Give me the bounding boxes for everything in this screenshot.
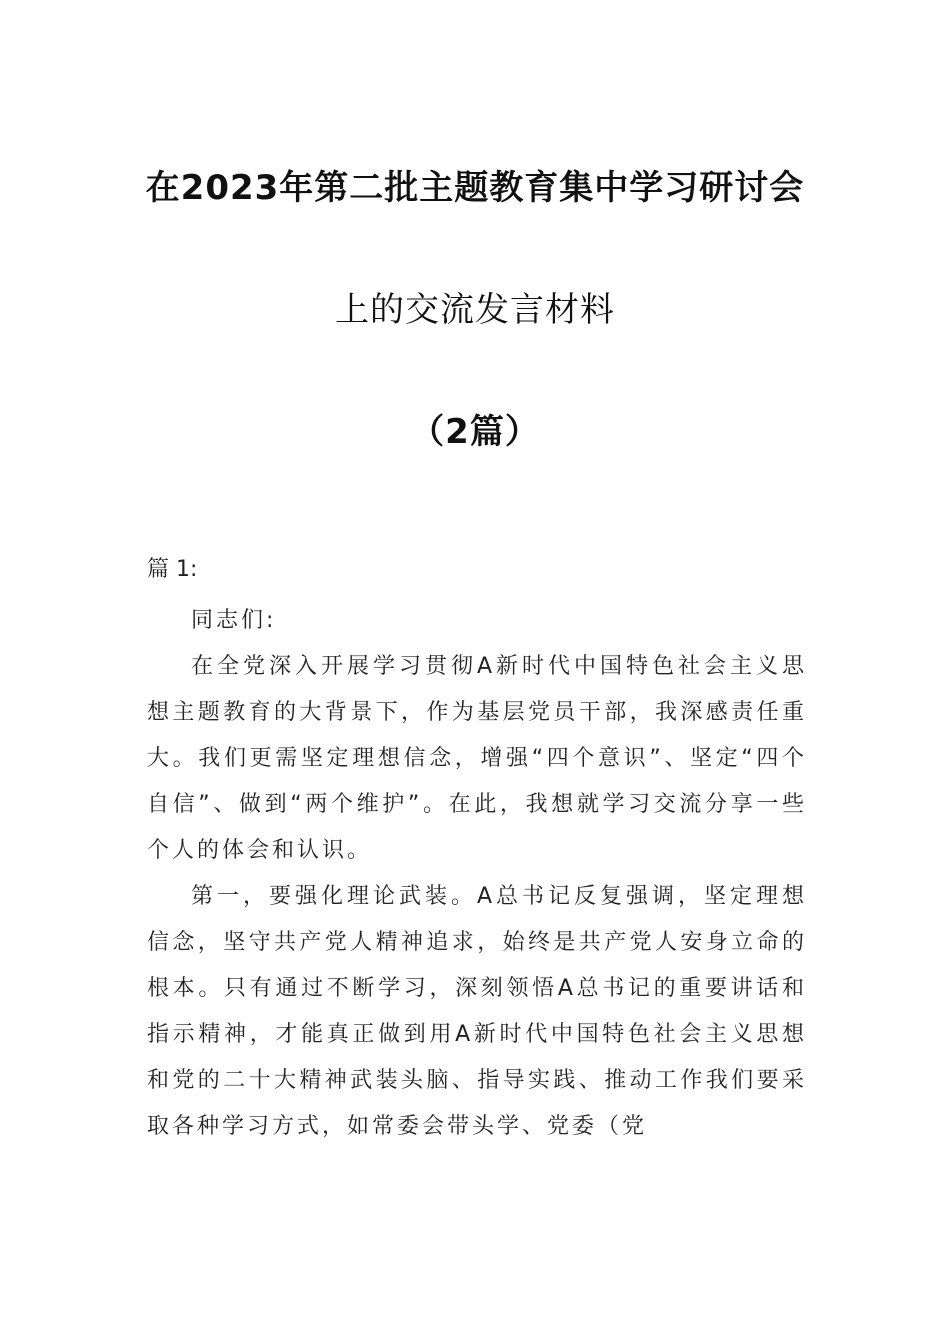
document-title-count: （2篇） [410,412,540,452]
section-label: 篇 1: [147,557,198,582]
first-point-paragraph: 第一，要强化理论武装。A总书记反复强调，坚定理想信念，坚守共产党人精神追求，始终是共产党人安身立命的根本。只有通过不断学习，深刻领悟A总书记的重要讲话和指示精神，才能真正做到用A新时代中国特色社会主义思想和党的二十大精神武装头脑、指导实践、推动工作我们要采取各种学习方式，如常委会带头学、党委（党 [147,884,807,1139]
document-title-line-1: 在2023年第二批主题教育集中学习研讨会 [145,168,805,208]
intro-paragraph: 在全党深入开展学习贯彻A新时代中国特色社会主义思想主题教育的大背景下，作为基层党员干部，我深感责任重大。我们更需坚定理想信念，增强“四个意识”、坚定“四个自信”、做到“两个维护”。在此，我想就学习交流分享一些个人的体会和认识。 [147,654,807,863]
document-title-line-2: 上的交流发言材料 [335,290,615,330]
document-body [147,598,807,1150]
salutation-paragraph: 同志们: [191,608,277,633]
